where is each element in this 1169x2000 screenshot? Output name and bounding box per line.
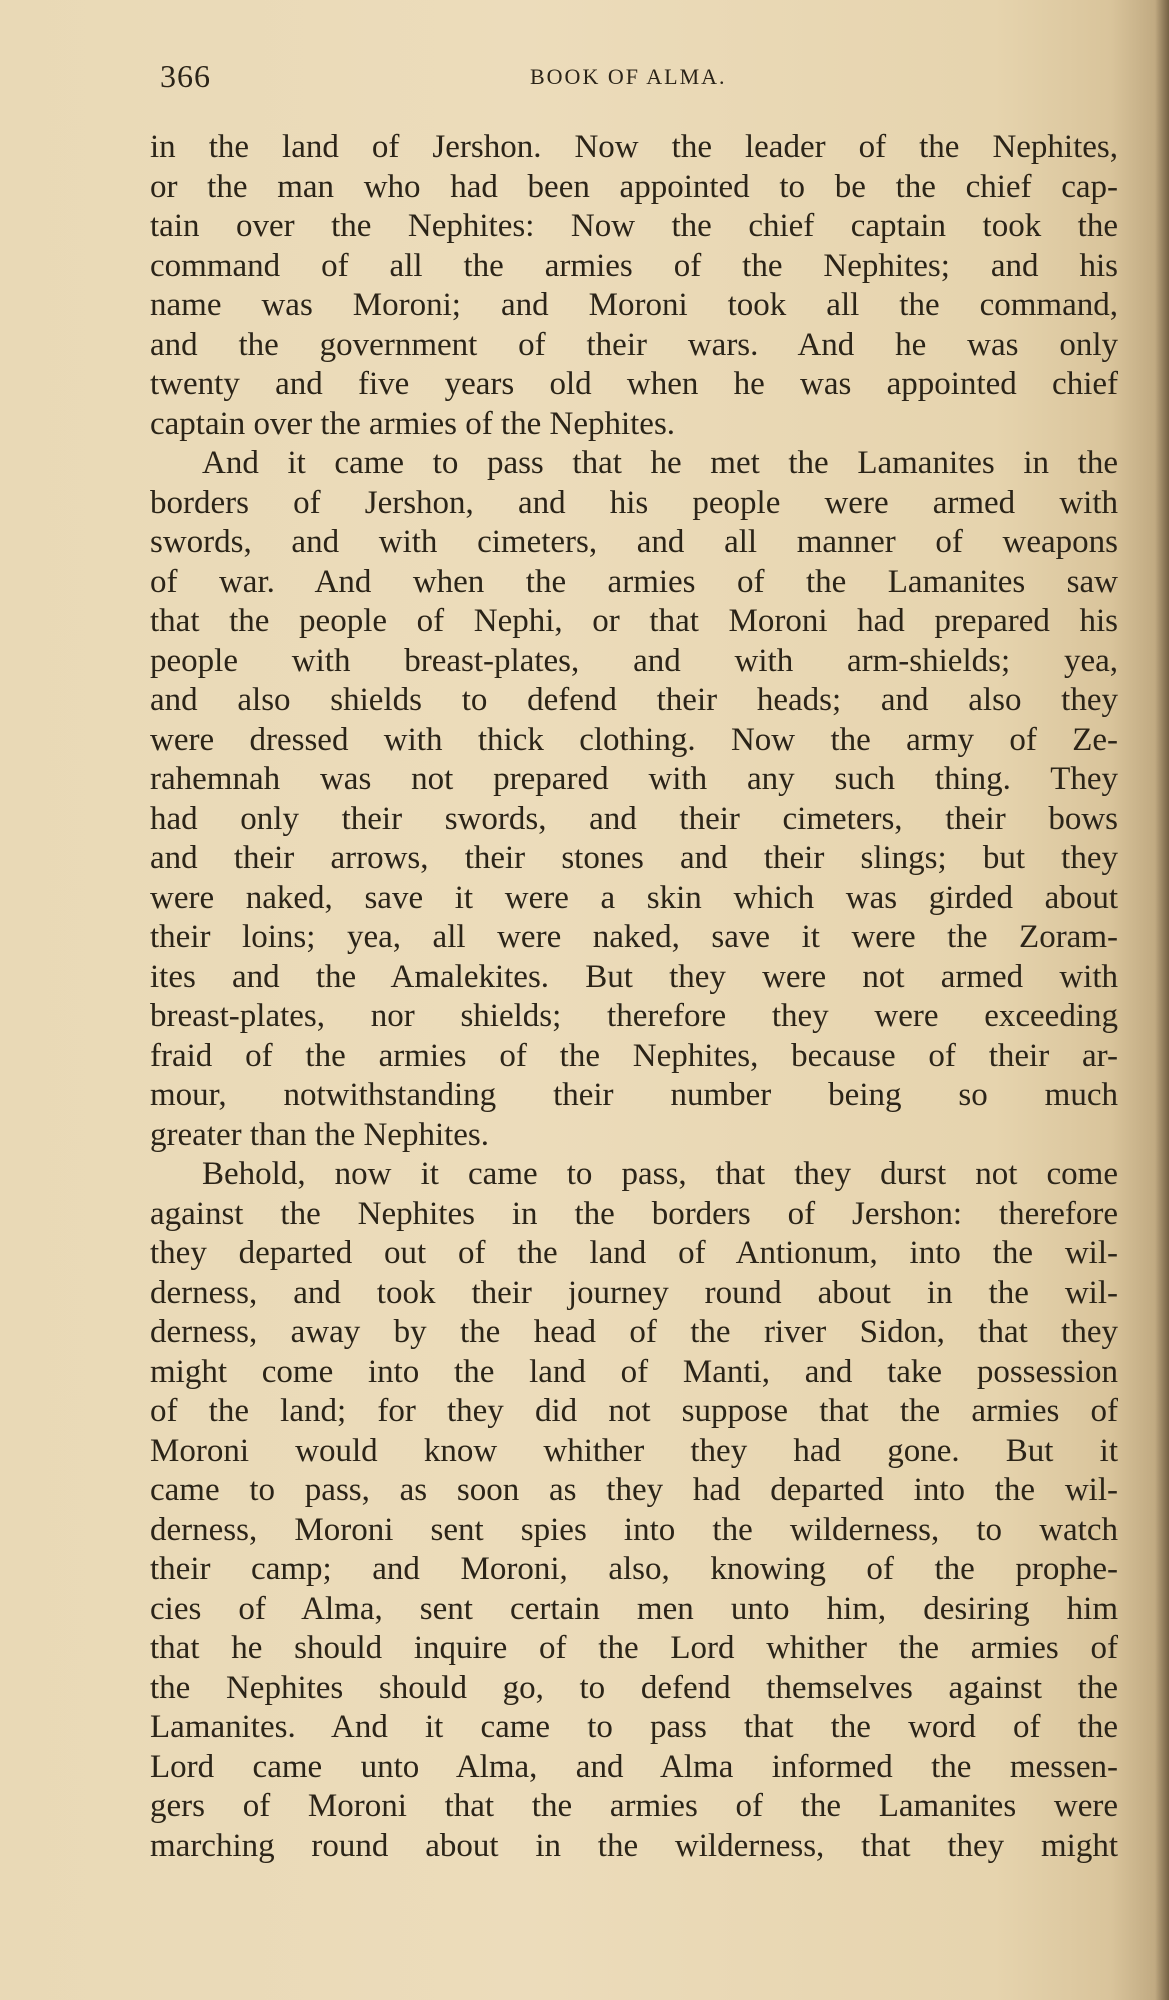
text-line: mour, notwithstanding their number being so much	[150, 1077, 1118, 1113]
text-line: swords, and with cimeters, and all manner of weapons	[150, 524, 1118, 560]
text-line: of war. And when the armies of the Lamanites saw	[150, 563, 1118, 600]
text-line: and the government of their wars. And he was only	[150, 326, 1118, 363]
text-line: Lord came unto Alma, and Alma informed the messen-	[150, 1748, 1118, 1785]
paragraph	[150, 128, 1118, 444]
text-line: twenty and five years old when he was appointed chief	[150, 366, 1118, 402]
text-line: were naked, save it were a skin which was girded about	[150, 879, 1118, 916]
text-line: had only their swords, and their cimeters, their bows	[150, 800, 1118, 837]
text-line: derness, away by the head of the river Sidon, that they	[150, 1314, 1118, 1350]
paragraph	[150, 1155, 1118, 1866]
text-line: that the people of Nephi, or that Moroni had prepared his	[150, 603, 1118, 639]
text-line: came to pass, as soon as they had departed into the wil-	[150, 1472, 1118, 1508]
text-line: And it came to pass that he met the Lamanites in the	[202, 445, 1118, 481]
text-line: tain over the Nephites: Now the chief captain took the	[150, 208, 1118, 244]
running-title: BOOK OF ALMA.	[530, 64, 727, 89]
text-line: Behold, now it came to pass, that they durst not come	[202, 1156, 1118, 1192]
page-number: 366	[160, 58, 211, 94]
text-line: derness, and took their journey round about in the wil-	[150, 1274, 1118, 1311]
text-line: gers of Moroni that the armies of the Lamanites were	[150, 1788, 1118, 1824]
text-line: of the land; for they did not suppose that the armies of	[150, 1393, 1118, 1429]
text-line: or the man who had been appointed to be the chief cap-	[150, 168, 1118, 205]
text-line: rahemnah was not prepared with any such thing. They	[150, 761, 1118, 797]
text-line: the Nephites should go, to defend themselves against the	[150, 1669, 1118, 1706]
text-line: captain over the armies of the Nephites.	[150, 405, 676, 442]
text-line: marching round about in the wilderness, that they might	[150, 1827, 1118, 1864]
text-line: in the land of Jershon. Now the leader of the Nephites,	[150, 129, 1118, 165]
page-edge-shadow	[1155, 0, 1169, 2000]
paragraph	[150, 444, 1118, 1155]
text-line: Moroni would know whither they had gone. But it	[150, 1432, 1118, 1469]
text-line: were dressed with thick clothing. Now the army of Ze-	[150, 721, 1118, 758]
text-line: fraid of the armies of the Nephites, because of their ar-	[150, 1037, 1118, 1074]
text-line: cies of Alma, sent certain men unto him, desiring him	[150, 1590, 1118, 1627]
text-line: and also shields to defend their heads; and also they	[150, 682, 1118, 718]
text-line: borders of Jershon, and his people were armed with	[150, 484, 1118, 521]
text-line: might come into the land of Manti, and take possession	[150, 1353, 1118, 1390]
body-text	[150, 128, 1118, 1866]
text-line: they departed out of the land of Antionum, into the wil-	[150, 1235, 1118, 1271]
text-line: name was Moroni; and Moroni took all the command,	[150, 287, 1118, 323]
text-line: against the Nephites in the borders of Jershon: therefore	[150, 1195, 1118, 1232]
text-line: greater than the Nephites.	[150, 1116, 490, 1153]
text-line: their loins; yea, all were naked, save it were the Zoram-	[150, 919, 1118, 955]
text-line: and their arrows, their stones and their slings; but they	[150, 840, 1118, 876]
text-line: Lamanites. And it came to pass that the word of the	[150, 1709, 1118, 1745]
text-line: breast-plates, nor shields; therefore they were exceeding	[150, 998, 1118, 1034]
page-header	[160, 52, 1105, 102]
text-line: that he should inquire of the Lord whither the armies of	[150, 1630, 1118, 1666]
text-line: command of all the armies of the Nephites; and his	[150, 247, 1118, 284]
text-line: people with breast-plates, and with arm-shields; yea,	[150, 642, 1118, 679]
text-line: their camp; and Moroni, also, knowing of the prophe-	[150, 1551, 1118, 1587]
text-line: ites and the Amalekites. But they were not armed with	[150, 958, 1118, 995]
text-line: derness, Moroni sent spies into the wilderness, to watch	[150, 1511, 1118, 1548]
